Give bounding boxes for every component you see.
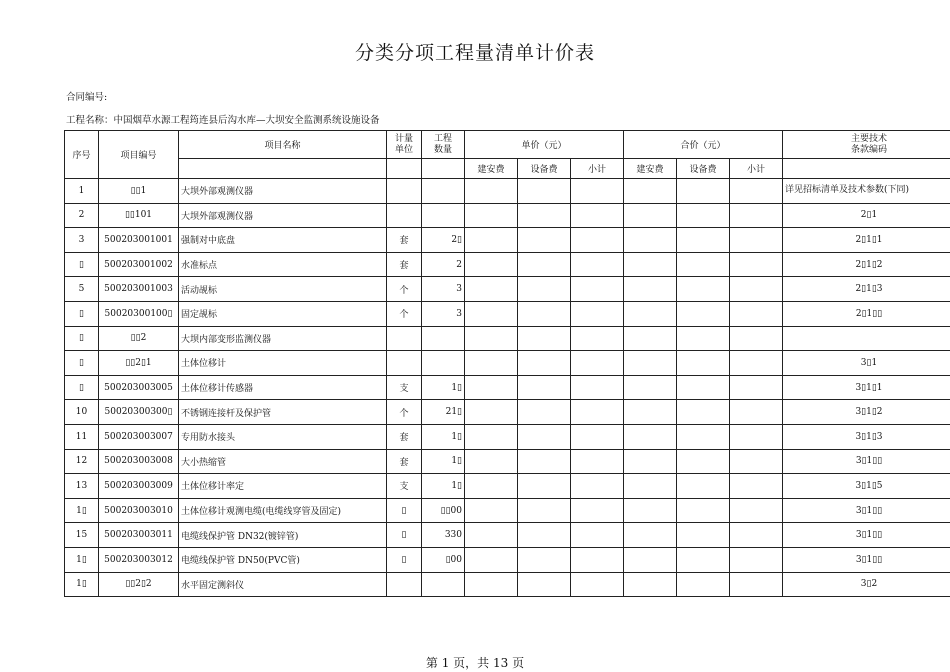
row-total-equipment <box>677 523 730 548</box>
row-seq: ▯ <box>65 351 99 376</box>
row-unit: 支 <box>387 375 422 400</box>
row-tech: 2▯1▯2 <box>783 252 950 277</box>
row-total-subtotal <box>730 351 783 376</box>
row-name: 电缆线保护管 DN32(镀锌管) <box>179 523 387 548</box>
row-unit-subtotal <box>571 351 624 376</box>
row-unit-subtotal <box>571 375 624 400</box>
row-total-equipment <box>677 351 730 376</box>
row-total-equipment <box>677 424 730 449</box>
row-tech: 2▯1▯3 <box>783 277 950 302</box>
row-total-install <box>624 179 677 204</box>
row-unit-install <box>465 277 518 302</box>
row-total-install <box>624 572 677 597</box>
row-unit-install <box>465 375 518 400</box>
header-unit-price: 单价（元） <box>465 131 624 159</box>
row-unit-equipment <box>518 252 571 277</box>
row-code: 50020300100▯ <box>99 301 179 326</box>
row-unit-install <box>465 203 518 228</box>
row-unit: 套 <box>387 424 422 449</box>
row-unit: 套 <box>387 252 422 277</box>
row-unit: 个 <box>387 301 422 326</box>
row-tech: 2▯1▯1 <box>783 228 950 253</box>
table-row <box>65 572 950 597</box>
table-row <box>65 424 950 449</box>
row-unit: ▯ <box>387 498 422 523</box>
header-qty-text: 工程 数量 <box>433 133 452 155</box>
row-total-install <box>624 474 677 499</box>
row-code: ▯▯2 <box>99 326 179 351</box>
row-unit-equipment <box>518 375 571 400</box>
header-tech-blank <box>783 159 950 179</box>
page-title: 分类分项工程量清单计价表 <box>354 42 595 64</box>
row-total-equipment <box>677 400 730 425</box>
row-unit <box>387 203 422 228</box>
row-seq: 15 <box>65 523 99 548</box>
row-unit: ▯ <box>387 547 422 572</box>
row-unit-install <box>465 498 518 523</box>
header-unit-text: 计量 单位 <box>394 133 413 155</box>
row-code: 50020300300▯ <box>99 400 179 425</box>
row-unit-subtotal <box>571 277 624 302</box>
row-unit-install <box>465 400 518 425</box>
row-seq: ▯ <box>65 375 99 400</box>
row-qty: 1▯ <box>422 375 465 400</box>
row-unit-subtotal <box>571 449 624 474</box>
header-qty-blank <box>422 159 465 179</box>
row-qty: 2▯ <box>422 228 465 253</box>
row-unit-subtotal <box>571 203 624 228</box>
row-name: 固定觇标 <box>179 301 387 326</box>
row-seq: 1 <box>65 179 99 204</box>
row-total-equipment <box>677 301 730 326</box>
row-unit-install <box>465 523 518 548</box>
row-unit-install <box>465 301 518 326</box>
row-total-equipment <box>677 326 730 351</box>
row-unit-equipment <box>518 400 571 425</box>
row-unit <box>387 351 422 376</box>
row-unit-subtotal <box>571 301 624 326</box>
row-tech: 3▯1▯▯ <box>783 498 950 523</box>
row-unit-subtotal <box>571 179 624 204</box>
pricing-table <box>64 130 950 597</box>
row-seq: 1▯ <box>65 547 99 572</box>
header-sub-subtotal-total: 小计 <box>730 159 783 179</box>
header-name: 项目名称 <box>179 131 387 159</box>
row-unit: 个 <box>387 400 422 425</box>
row-code: 500203003011 <box>99 523 179 548</box>
row-total-subtotal <box>730 277 783 302</box>
header-tech-text: 主要技术 条款编码 <box>850 133 887 155</box>
row-total-subtotal <box>730 523 783 548</box>
row-qty <box>422 179 465 204</box>
header-sub-equipment-unit: 设备费 <box>518 159 571 179</box>
row-total-subtotal <box>730 572 783 597</box>
row-unit-install <box>465 326 518 351</box>
row-seq: 3 <box>65 228 99 253</box>
row-code: 500203003012 <box>99 547 179 572</box>
row-seq: 10 <box>65 400 99 425</box>
row-qty: 21▯ <box>422 400 465 425</box>
row-total-equipment <box>677 572 730 597</box>
header-unit <box>387 131 422 159</box>
row-code: 500203003005 <box>99 375 179 400</box>
row-unit-install <box>465 179 518 204</box>
row-tech: 3▯1▯▯ <box>783 547 950 572</box>
table-row <box>65 351 950 376</box>
row-seq: ▯ <box>65 252 99 277</box>
row-total-install <box>624 424 677 449</box>
table-row <box>65 474 950 499</box>
row-unit-subtotal <box>571 474 624 499</box>
table-row <box>65 375 950 400</box>
row-qty: 1▯ <box>422 474 465 499</box>
row-unit-equipment <box>518 203 571 228</box>
row-total-equipment <box>677 474 730 499</box>
row-unit-equipment <box>518 424 571 449</box>
header-code: 项目编号 <box>99 131 179 179</box>
row-qty <box>422 351 465 376</box>
row-total-install <box>624 277 677 302</box>
row-qty: 3 <box>422 301 465 326</box>
row-tech: 2▯1 <box>783 203 950 228</box>
row-seq: 11 <box>65 424 99 449</box>
row-total-subtotal <box>730 228 783 253</box>
row-total-install <box>624 301 677 326</box>
row-code: 500203001003 <box>99 277 179 302</box>
row-name: 水平固定测斜仪 <box>179 572 387 597</box>
table-row <box>65 179 950 204</box>
row-seq: 12 <box>65 449 99 474</box>
row-name: 土体位移计传感器 <box>179 375 387 400</box>
row-unit-subtotal <box>571 572 624 597</box>
row-unit-install <box>465 449 518 474</box>
row-code: 500203003007 <box>99 424 179 449</box>
row-unit <box>387 326 422 351</box>
row-seq: 2 <box>65 203 99 228</box>
header-sub-install-total: 建安费 <box>624 159 677 179</box>
row-code: 500203001002 <box>99 252 179 277</box>
table-row <box>65 277 950 302</box>
row-code: 500203003008 <box>99 449 179 474</box>
row-name: 土体位移计 <box>179 351 387 376</box>
row-tech: 3▯1▯3 <box>783 424 950 449</box>
row-name: 大坝内部变形监测仪器 <box>179 326 387 351</box>
row-tech: 3▯1▯▯ <box>783 523 950 548</box>
row-qty: 330 <box>422 523 465 548</box>
row-total-equipment <box>677 228 730 253</box>
table-row <box>65 252 950 277</box>
row-unit-equipment <box>518 277 571 302</box>
header-tech <box>783 131 950 159</box>
row-total-subtotal <box>730 474 783 499</box>
row-total-equipment <box>677 375 730 400</box>
row-seq: ▯ <box>65 301 99 326</box>
row-unit <box>387 572 422 597</box>
row-unit <box>387 179 422 204</box>
row-total-install <box>624 449 677 474</box>
row-unit-install <box>465 572 518 597</box>
row-total-equipment <box>677 547 730 572</box>
row-total-subtotal <box>730 179 783 204</box>
row-name: 水准标点 <box>179 252 387 277</box>
row-seq: 1▯ <box>65 498 99 523</box>
row-qty: 3 <box>422 277 465 302</box>
row-name: 强制对中底盘 <box>179 228 387 253</box>
row-total-equipment <box>677 449 730 474</box>
row-tech: 3▯1▯▯ <box>783 449 950 474</box>
row-unit-subtotal <box>571 228 624 253</box>
header-total-price: 合价（元） <box>624 131 783 159</box>
row-unit-equipment <box>518 301 571 326</box>
row-name: 大小热缩管 <box>179 449 387 474</box>
row-total-install <box>624 351 677 376</box>
row-unit-equipment <box>518 547 571 572</box>
row-unit-install <box>465 547 518 572</box>
row-total-subtotal <box>730 301 783 326</box>
header-qty <box>422 131 465 159</box>
row-total-install <box>624 326 677 351</box>
row-unit-install <box>465 424 518 449</box>
row-total-equipment <box>677 252 730 277</box>
row-total-install <box>624 400 677 425</box>
row-seq: 13 <box>65 474 99 499</box>
table-row <box>65 547 950 572</box>
row-unit-equipment <box>518 228 571 253</box>
row-unit-subtotal <box>571 424 624 449</box>
row-unit-equipment <box>518 351 571 376</box>
row-code: ▯▯2▯2 <box>99 572 179 597</box>
row-seq: 1▯ <box>65 572 99 597</box>
header-seq: 序号 <box>65 131 99 179</box>
table-row <box>65 400 950 425</box>
row-unit-equipment <box>518 498 571 523</box>
row-name: 电缆线保护管 DN50(PVC管) <box>179 547 387 572</box>
row-qty <box>422 203 465 228</box>
row-code: ▯▯1 <box>99 179 179 204</box>
row-unit-equipment <box>518 449 571 474</box>
header-name-blank <box>179 159 387 179</box>
row-name: 土体位移计率定 <box>179 474 387 499</box>
row-unit-equipment <box>518 474 571 499</box>
header-sub-install-unit: 建安费 <box>465 159 518 179</box>
row-unit-install <box>465 228 518 253</box>
row-total-install <box>624 375 677 400</box>
row-unit: 支 <box>387 474 422 499</box>
row-code: 500203003009 <box>99 474 179 499</box>
row-tech: 3▯1▯2 <box>783 400 950 425</box>
row-seq: ▯ <box>65 326 99 351</box>
row-total-subtotal <box>730 400 783 425</box>
row-total-subtotal <box>730 203 783 228</box>
table-row <box>65 326 950 351</box>
page-footer: 第 1 页，共 13 页 <box>425 656 525 670</box>
row-tech: 3▯1▯1 <box>783 375 950 400</box>
table-row <box>65 228 950 253</box>
row-unit-subtotal <box>571 252 624 277</box>
row-unit: 套 <box>387 228 422 253</box>
row-name: 不锈钢连接杆及保护管 <box>179 400 387 425</box>
row-total-subtotal <box>730 498 783 523</box>
row-unit-install <box>465 252 518 277</box>
row-total-subtotal <box>730 375 783 400</box>
row-total-install <box>624 523 677 548</box>
row-unit-install <box>465 351 518 376</box>
row-total-equipment <box>677 179 730 204</box>
row-unit-equipment <box>518 326 571 351</box>
contract-number-label: 合同编号: <box>66 92 108 103</box>
row-total-equipment <box>677 498 730 523</box>
row-total-install <box>624 252 677 277</box>
row-code: ▯▯101 <box>99 203 179 228</box>
row-unit-install <box>465 474 518 499</box>
row-name: 专用防水接头 <box>179 424 387 449</box>
row-total-subtotal <box>730 326 783 351</box>
row-name: 活动觇标 <box>179 277 387 302</box>
row-code: 500203001001 <box>99 228 179 253</box>
row-total-subtotal <box>730 547 783 572</box>
row-tech: 3▯1 <box>783 351 950 376</box>
row-qty: 2 <box>422 252 465 277</box>
row-unit-subtotal <box>571 523 624 548</box>
row-total-install <box>624 228 677 253</box>
row-qty: ▯▯00 <box>422 498 465 523</box>
table-row <box>65 523 950 548</box>
row-unit-equipment <box>518 523 571 548</box>
row-total-subtotal <box>730 449 783 474</box>
row-unit-subtotal <box>571 400 624 425</box>
row-unit-equipment <box>518 572 571 597</box>
project-name-label: 工程名称：中国烟草水源工程筠连县后沟水库—大坝安全监测系统设施设备 <box>66 115 380 126</box>
row-unit-subtotal <box>571 498 624 523</box>
row-unit-subtotal <box>571 547 624 572</box>
row-total-install <box>624 203 677 228</box>
table-row <box>65 498 950 523</box>
header-unit-blank <box>387 159 422 179</box>
row-seq: 5 <box>65 277 99 302</box>
row-total-equipment <box>677 203 730 228</box>
row-unit-subtotal <box>571 326 624 351</box>
row-qty <box>422 326 465 351</box>
row-name: 大坝外部观测仪器 <box>179 179 387 204</box>
row-unit: 套 <box>387 449 422 474</box>
row-total-install <box>624 547 677 572</box>
row-unit: 个 <box>387 277 422 302</box>
row-tech: 详见招标清单及技术参数(下同) <box>783 179 950 204</box>
row-qty <box>422 572 465 597</box>
row-total-subtotal <box>730 424 783 449</box>
header-sub-equipment-total: 设备费 <box>677 159 730 179</box>
row-total-equipment <box>677 277 730 302</box>
row-tech: 3▯2 <box>783 572 950 597</box>
row-code: 500203003010 <box>99 498 179 523</box>
table-row <box>65 301 950 326</box>
table-row <box>65 203 950 228</box>
table-row <box>65 449 950 474</box>
row-unit: ▯ <box>387 523 422 548</box>
row-qty: ▯00 <box>422 547 465 572</box>
row-unit-equipment <box>518 179 571 204</box>
row-total-install <box>624 498 677 523</box>
row-tech <box>783 326 950 351</box>
row-total-subtotal <box>730 252 783 277</box>
row-qty: 1▯ <box>422 449 465 474</box>
row-name: 土体位移计观测电缆(电缆线穿管及固定) <box>179 498 387 523</box>
header-sub-subtotal-unit: 小计 <box>571 159 624 179</box>
row-tech: 3▯1▯5 <box>783 474 950 499</box>
row-name: 大坝外部观测仪器 <box>179 203 387 228</box>
row-tech: 2▯1▯▯ <box>783 301 950 326</box>
row-code: ▯▯2▯1 <box>99 351 179 376</box>
row-qty: 1▯ <box>422 424 465 449</box>
